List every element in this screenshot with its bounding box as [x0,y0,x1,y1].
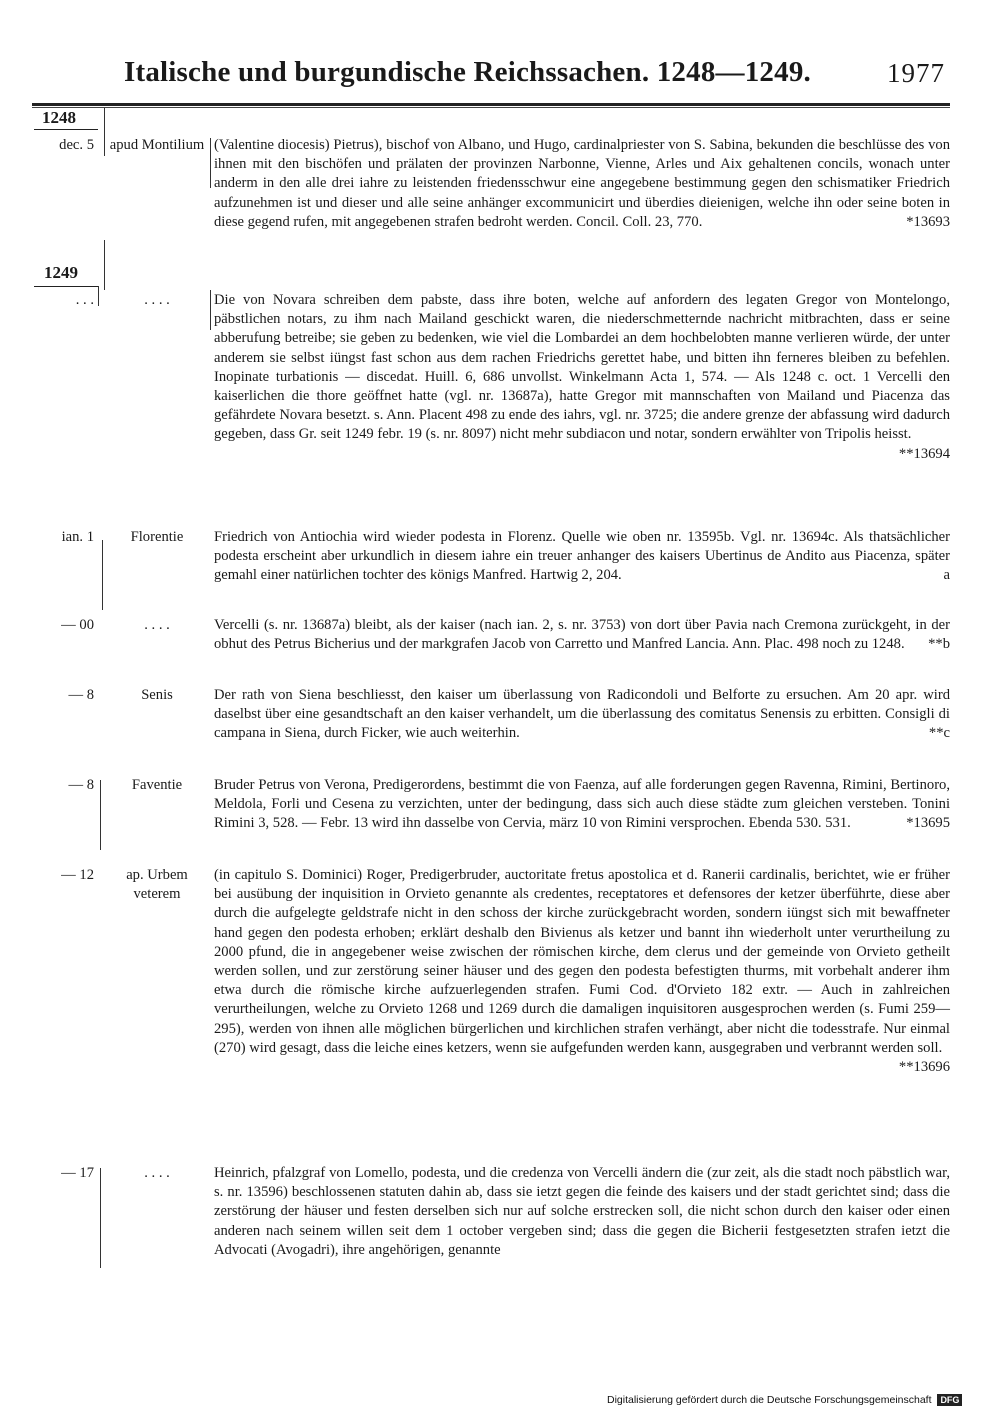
entry-date: — 8 [68,687,94,703]
entry-text [214,136,950,232]
entry-body: (Valentine diocesis) Pietrus), bischof von Albano, und Hugo, cardinalpriester von S. Sabina, bekunden die beschlüsse des von ihnen mit den bischöfen und prälaten der provinzen Narbonne, Vienne, Arles und Aix gehaltenen concils, wonach unter anderm in den alle drei iahre zu leistenden friedensschwur eine angegebene bestimmung gegen den schismatiker Friedrich aufzunehmen ist und dieser und alle seine anhänger excommunicirt und überdies dieienigen, welche ihn oder seine boten in diese gegend rufen, mit angegebenen strafen bedroht werden. Concil. Coll. 23, 770. [214,137,950,230]
entry-text [214,291,950,464]
header-rule-thin [32,107,950,108]
header-rule [32,103,950,106]
dfg-logo: DFG [937,1394,962,1406]
entry-body: Bruder Petrus von Verona, Predigerordens, bestimmt die von Faenza, auf alle forderungen gegen Ravenna, Rimini, Bertinoro, Meldola, Forli und Cesena zu verzichten, unter der bedingung, dass sich auch diese städte zum gleichen versteben. Tonini Rimini 3, 528. — Febr. 13 wird ihn dasselbe von Cervia, märz 10 von Rimini versprochen. Ebenda 530. 531. [214,777,950,832]
column-rule [210,290,211,330]
column-rule [98,286,99,306]
entry-text [214,1164,950,1260]
entry-body: Vercelli (s. nr. 13687a) bleibt, als der kaiser (nach ian. 2, s. nr. 3753) von dort über Pavia nach Cremona zurückgeht, in der obhut des Petrus Bicherius und der markgrafen Jacob von Carretto und Manfred Lancia. Ann. Plac. 498 noch zu 1248. [214,617,950,653]
entry-reference: *13695 [906,815,950,832]
year-underline [34,286,98,287]
entry-reference: **b [928,636,950,653]
entry-reference: *13693 [906,213,950,230]
entry-date: — 00 [61,617,94,633]
entry-date: . . . [75,292,94,308]
entry-date: — 8 [68,777,94,793]
entry-place: ap. Urbem veterem [126,867,188,903]
footer-credit [607,1394,962,1406]
entry-body: Friedrich von Antiochia wird wieder podesta in Florenz. Quelle wie oben nr. 13595b. Vgl. nr. 13694c. Als thatsächlicher podesta erscheint aber urkundlich in diesem iahre ein treuer anhanger des kaisers Ubertinus de Andito aus Piacenza, später gemahl einer natürlichen tochter des königs Manfred. Hartwig 2, 204. [214,529,950,584]
entry-place: . . . . [144,292,170,308]
entry-body: Der rath von Siena beschliesst, den kaiser um überlassung von Radicondoli und Belforte zu ersuchen. Am 20 apr. wird daselbst über eine gesandtschaft an den kaiser verhandelt, um die überlassung des comitatus Senensis zu erbitten. Consigli di campana in Siena, durch Ficker, wie auch weiterhin. [214,687,950,742]
entry-reference: **13696 [898,1059,950,1076]
page-title: Italische und burgundische Reichssachen. 1248—1249. [124,56,811,88]
entry-place: . . . . [144,617,170,633]
column-rule [210,138,211,188]
entry-text [214,866,950,1077]
entry-place: Florentie [130,529,184,545]
entry-place: . . . . [144,1165,170,1181]
column-rule [100,780,101,850]
column-rule [104,240,105,290]
year-label-1249: 1249 [44,263,78,282]
entry-body: Die von Novara schreiben dem pabste, dass ihre boten, welche auf anfordern des legaten Gregor von Montelongo, päbstlichen notars, zu ihm nach Mailand geschickt waren, die niederschmetternde nachricht mitbrachten, dass er seine abberufung betreibe; sie geben zu bedenken, wie viel die Lombardei an dem hochbelobten manne verlieren würde, der unter anderem sie selbst iüngst fast schon aus dem rachen Friedrichs gerettet habe, und bitten ihn ferneres bleiben zu befehlen. Inopinate turbationis — discedat. Huill. 6, 686 unvollst. Winkelmann Acta 1, 574. — Als 1248 c. oct. 1 Vercelli den kaiserlichen die thore geöffnet hatte (vgl. nr. 13687a), hatte Gregor mit mannschaften von Mailand und Piacenza das gefährdete Novara besetzt. s. Ann. Placent 498 zu ende des iahrs, vgl. nr. 3725; die andere grenze der abfassung wird dadurch gegeben, dass Gr. seit 1249 febr. 19 (s. nr. 8097) nicht mehr subdiacon und notar, sondern erwählter von Tripolis heisst. [214,292,950,443]
entry-text [214,686,950,744]
page-number: 1977 [887,58,945,88]
footer-text: Digitalisierung gefördert durch die Deutsche Forschungsgemeinschaft [607,1394,932,1406]
year-label-1248: 1248 [42,108,76,127]
entry-place: Senis [141,687,173,703]
entry-date: — 17 [61,1165,94,1181]
entry-text [214,528,950,586]
entry-place: Faventie [131,777,183,793]
entry-text [214,776,950,834]
entry-body: (in capitulo S. Dominici) Roger, Predigerbruder, auctoritate fretus apostolica et d. Ranerii cardinalis, berichtet, wie er früher bei ausübung der inquisition in Orvieto genannte als credentes, receptatores et defensores der ketzer überführte, diese aber durch die aufgelegte geldstrafe nicht in den schoss der kirche zurückgebracht worden, sondern iüngst sich mit bewaffneter hand gegen den podesta erhoben; erklärt deshalb den Bivienus als ketzer und bannt ihn wiederholt unter verurtheilung zu 2000 pfund, die in angegebener weise zwischen der römischen kirche, dem clerus und der gemeinde von Orvieto getheilt werden sollen, und zur zerstörung seiner häuser und des gegen den podesta befestigten thurms, mit vorbehalt anderer ihm etwa durch die römische kirche aufzuerlegenden strafen. Fumi Cod. d'Orvieto 182 extr. — Auch in zahlreichen verurtheilungen, welche zu Orvieto 1268 und 1269 durch die damaligen inquisitoren ausgesprochen werden (s. Fumi 259—295), werden von ihnen alle möglichen bürgerlichen und kirchlichen strafen verhängt, aber nicht die todesstrafe. Nur einmal (270) wird gesagt, dass die leiche eines ketzers, wenn sie aufgefunden werden kann, ausgegraben und verbrannt werden soll. [214,867,950,1056]
entry-date: — 12 [61,867,94,883]
entry-place: apud Montilium [109,137,205,153]
entry-date: ian. 1 [61,529,94,545]
entry-date: dec. 5 [59,137,94,153]
entry-reference: **13694 [898,445,950,462]
entry-reference: **c [928,725,950,742]
entry-body: Heinrich, pfalzgraf von Lomello, podesta, und die credenza von Vercelli ändern die (zur zeit, als die stadt noch päbstlich war, s. nr. 13596) beschlossenen statuten dahin ab, dass sie ietzt gegen die feinde des kaisers und der stadt gerichtet sind; dass die zerstörung der häuser und festen derselben sich nur auf solche erstrecken soll, die nicht schon durch den kaiser oder einen anderen nach seinem willen seit dem 1 october vergeben sind; dass die gegen die Bicherii festgesetzten strafen ietzt die Advocati (Avogadri), ihre angehörigen, genannte [214,1165,950,1258]
year-underline [34,129,98,130]
column-rule [104,108,105,156]
entry-text [214,616,950,654]
entry-reference: a [943,567,950,584]
column-rule [100,1168,101,1268]
column-rule [102,540,103,610]
